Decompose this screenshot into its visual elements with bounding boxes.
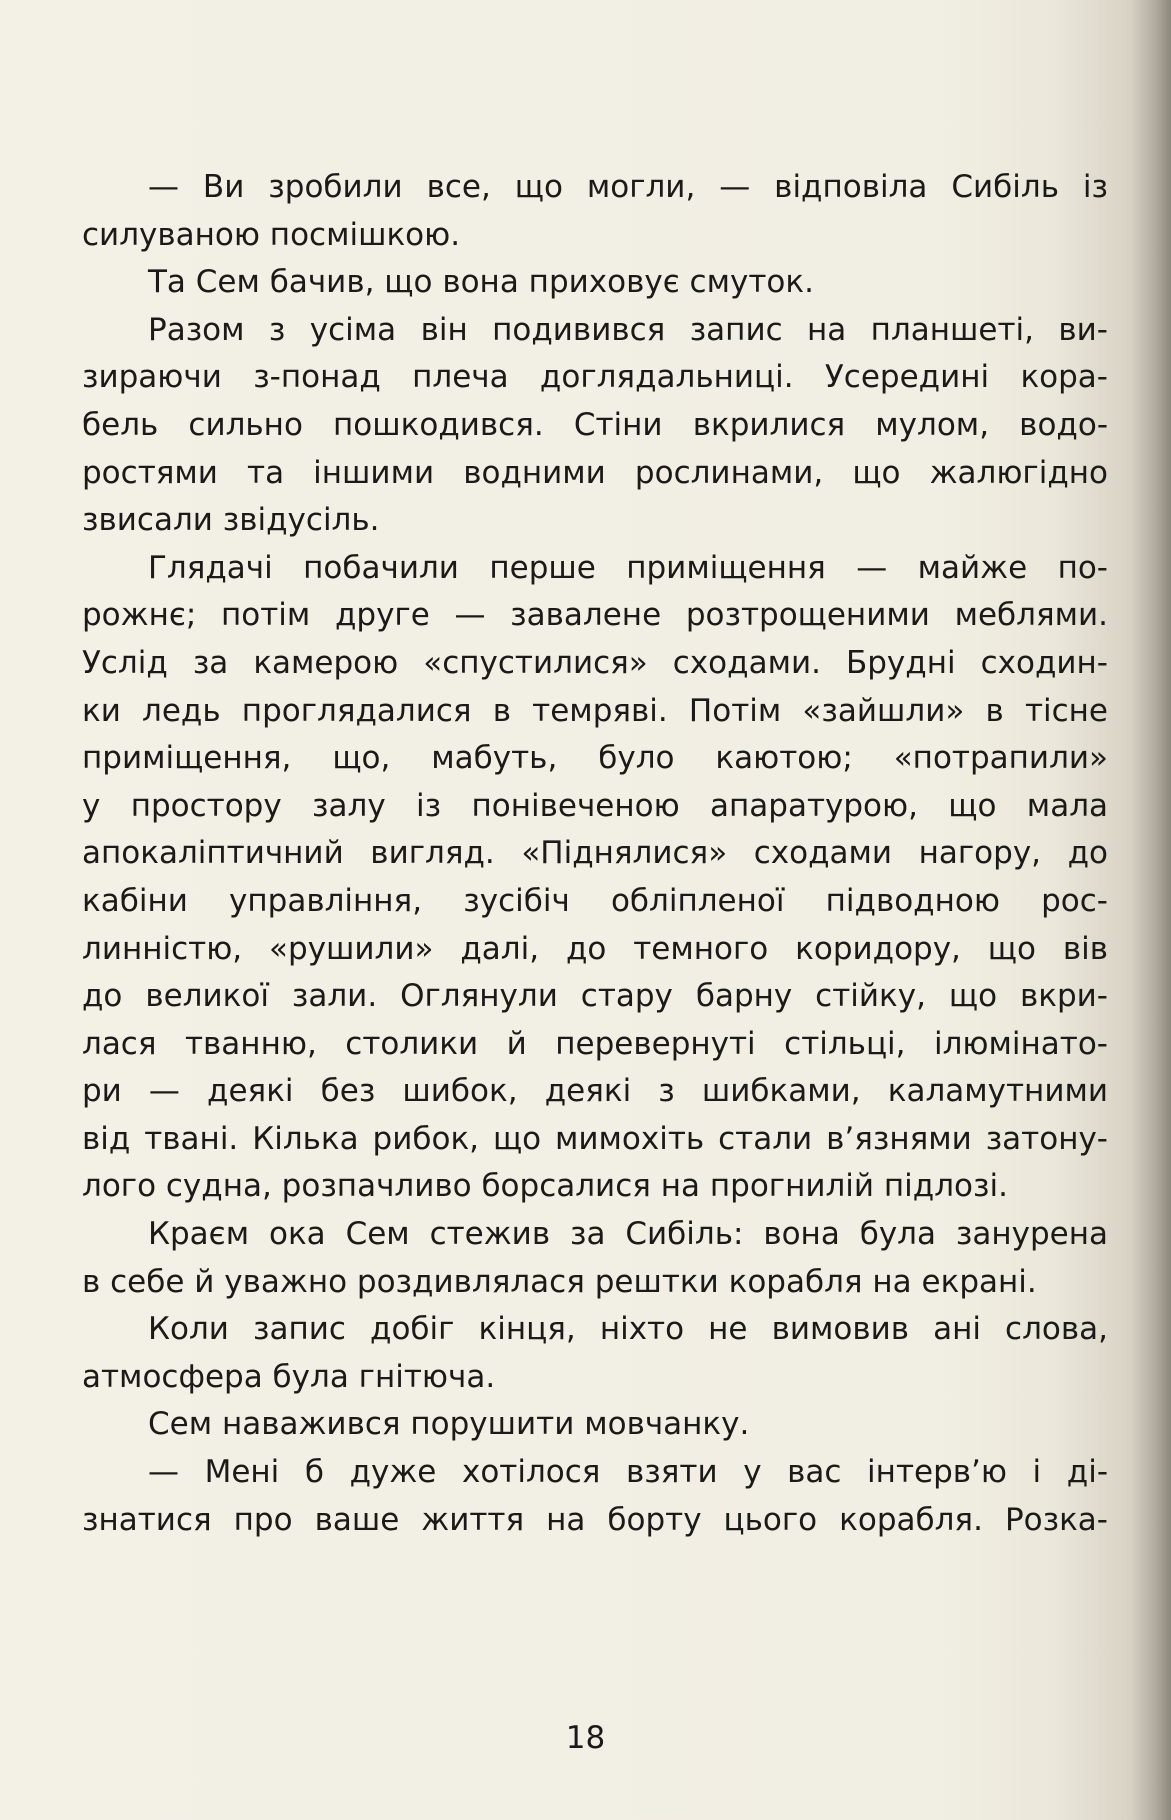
text-line: лого судна, розпачливо борсалися на прогнилій підлозі. bbox=[82, 1168, 1008, 1205]
text-line: лася тванню, столики й перевернуті стільці, ілюмінато- bbox=[82, 1025, 1108, 1062]
text-line: приміщення, що, мабуть, було каютою; «потрапили» bbox=[82, 740, 1108, 777]
text-line: ри — деякі без шибок, деякі з шибками, каламутними bbox=[82, 1073, 1108, 1110]
text-line: апокаліптичний вигляд. «Піднялися» сходами нагору, до bbox=[82, 835, 1108, 872]
page-number: 18 bbox=[565, 1720, 606, 1756]
text-line: Коли запис добіг кінця, ніхто не вимовив ані слова, bbox=[148, 1311, 1108, 1348]
text-line: від твані. Кілька рибок, що мимохіть стали в’язнями затону- bbox=[82, 1120, 1108, 1157]
text-line: — Ви зробили все, що могли, — відповіла Сибіль із bbox=[148, 169, 1108, 205]
text-line: знатися про ваше життя на борту цього корабля. Розка- bbox=[82, 1501, 1108, 1538]
text-line: ки ледь проглядалися в темряві. Потім «зайшли» в тісне bbox=[82, 692, 1108, 729]
text-line: линністю, «рушили» далі, до темного коридору, що вів bbox=[82, 930, 1108, 967]
text-line: зираючи з-понад плеча доглядальниці. Усередині кора- bbox=[82, 359, 1108, 396]
text-line: Глядачі побачили перше приміщення — майже по- bbox=[148, 549, 1108, 586]
text-line: Краєм ока Сем стежив за Сибіль: вона була занурена bbox=[148, 1216, 1108, 1253]
text-line: Та Сем бачив, що вона приховує смуток. bbox=[148, 264, 814, 301]
text-line: у простору залу із понівеченою апаратурою, що мала bbox=[82, 787, 1108, 824]
binding-shadow bbox=[1131, 0, 1171, 1820]
body-text bbox=[82, 164, 1108, 1544]
text-line: бель сильно пошкодився. Стіни вкрилися мулом, водо- bbox=[82, 406, 1108, 443]
text-line: звисали звідусіль. bbox=[82, 502, 380, 539]
text-line: рожнє; потім друге — завалене розтрощеними меблями. bbox=[82, 597, 1108, 634]
text-line: ростями та іншими водними рослинами, що жалюгідно bbox=[82, 454, 1108, 491]
text-line: атмосфера була гнітюча. bbox=[82, 1358, 496, 1395]
text-line: кабіни управління, зусібіч обліпленої підводною рос- bbox=[82, 882, 1108, 919]
text-line: силуваною посмішкою. bbox=[82, 216, 461, 253]
text-line: Сем наважився порушити мовчанку. bbox=[148, 1406, 750, 1443]
text-line: до великої зали. Оглянули стару барну стійку, що вкри- bbox=[82, 978, 1108, 1015]
text-line: Разом з усіма він подивився запис на планшеті, ви- bbox=[148, 311, 1108, 348]
text-line: в себе й уважно роздивлялася рештки корабля на екрані. bbox=[82, 1263, 1037, 1300]
text-line: — Мені б дуже хотілося взяти у вас інтерв’ю і ді- bbox=[148, 1454, 1108, 1491]
text-line: Услід за камерою «спустилися» сходами. Брудні сходин- bbox=[82, 644, 1108, 681]
